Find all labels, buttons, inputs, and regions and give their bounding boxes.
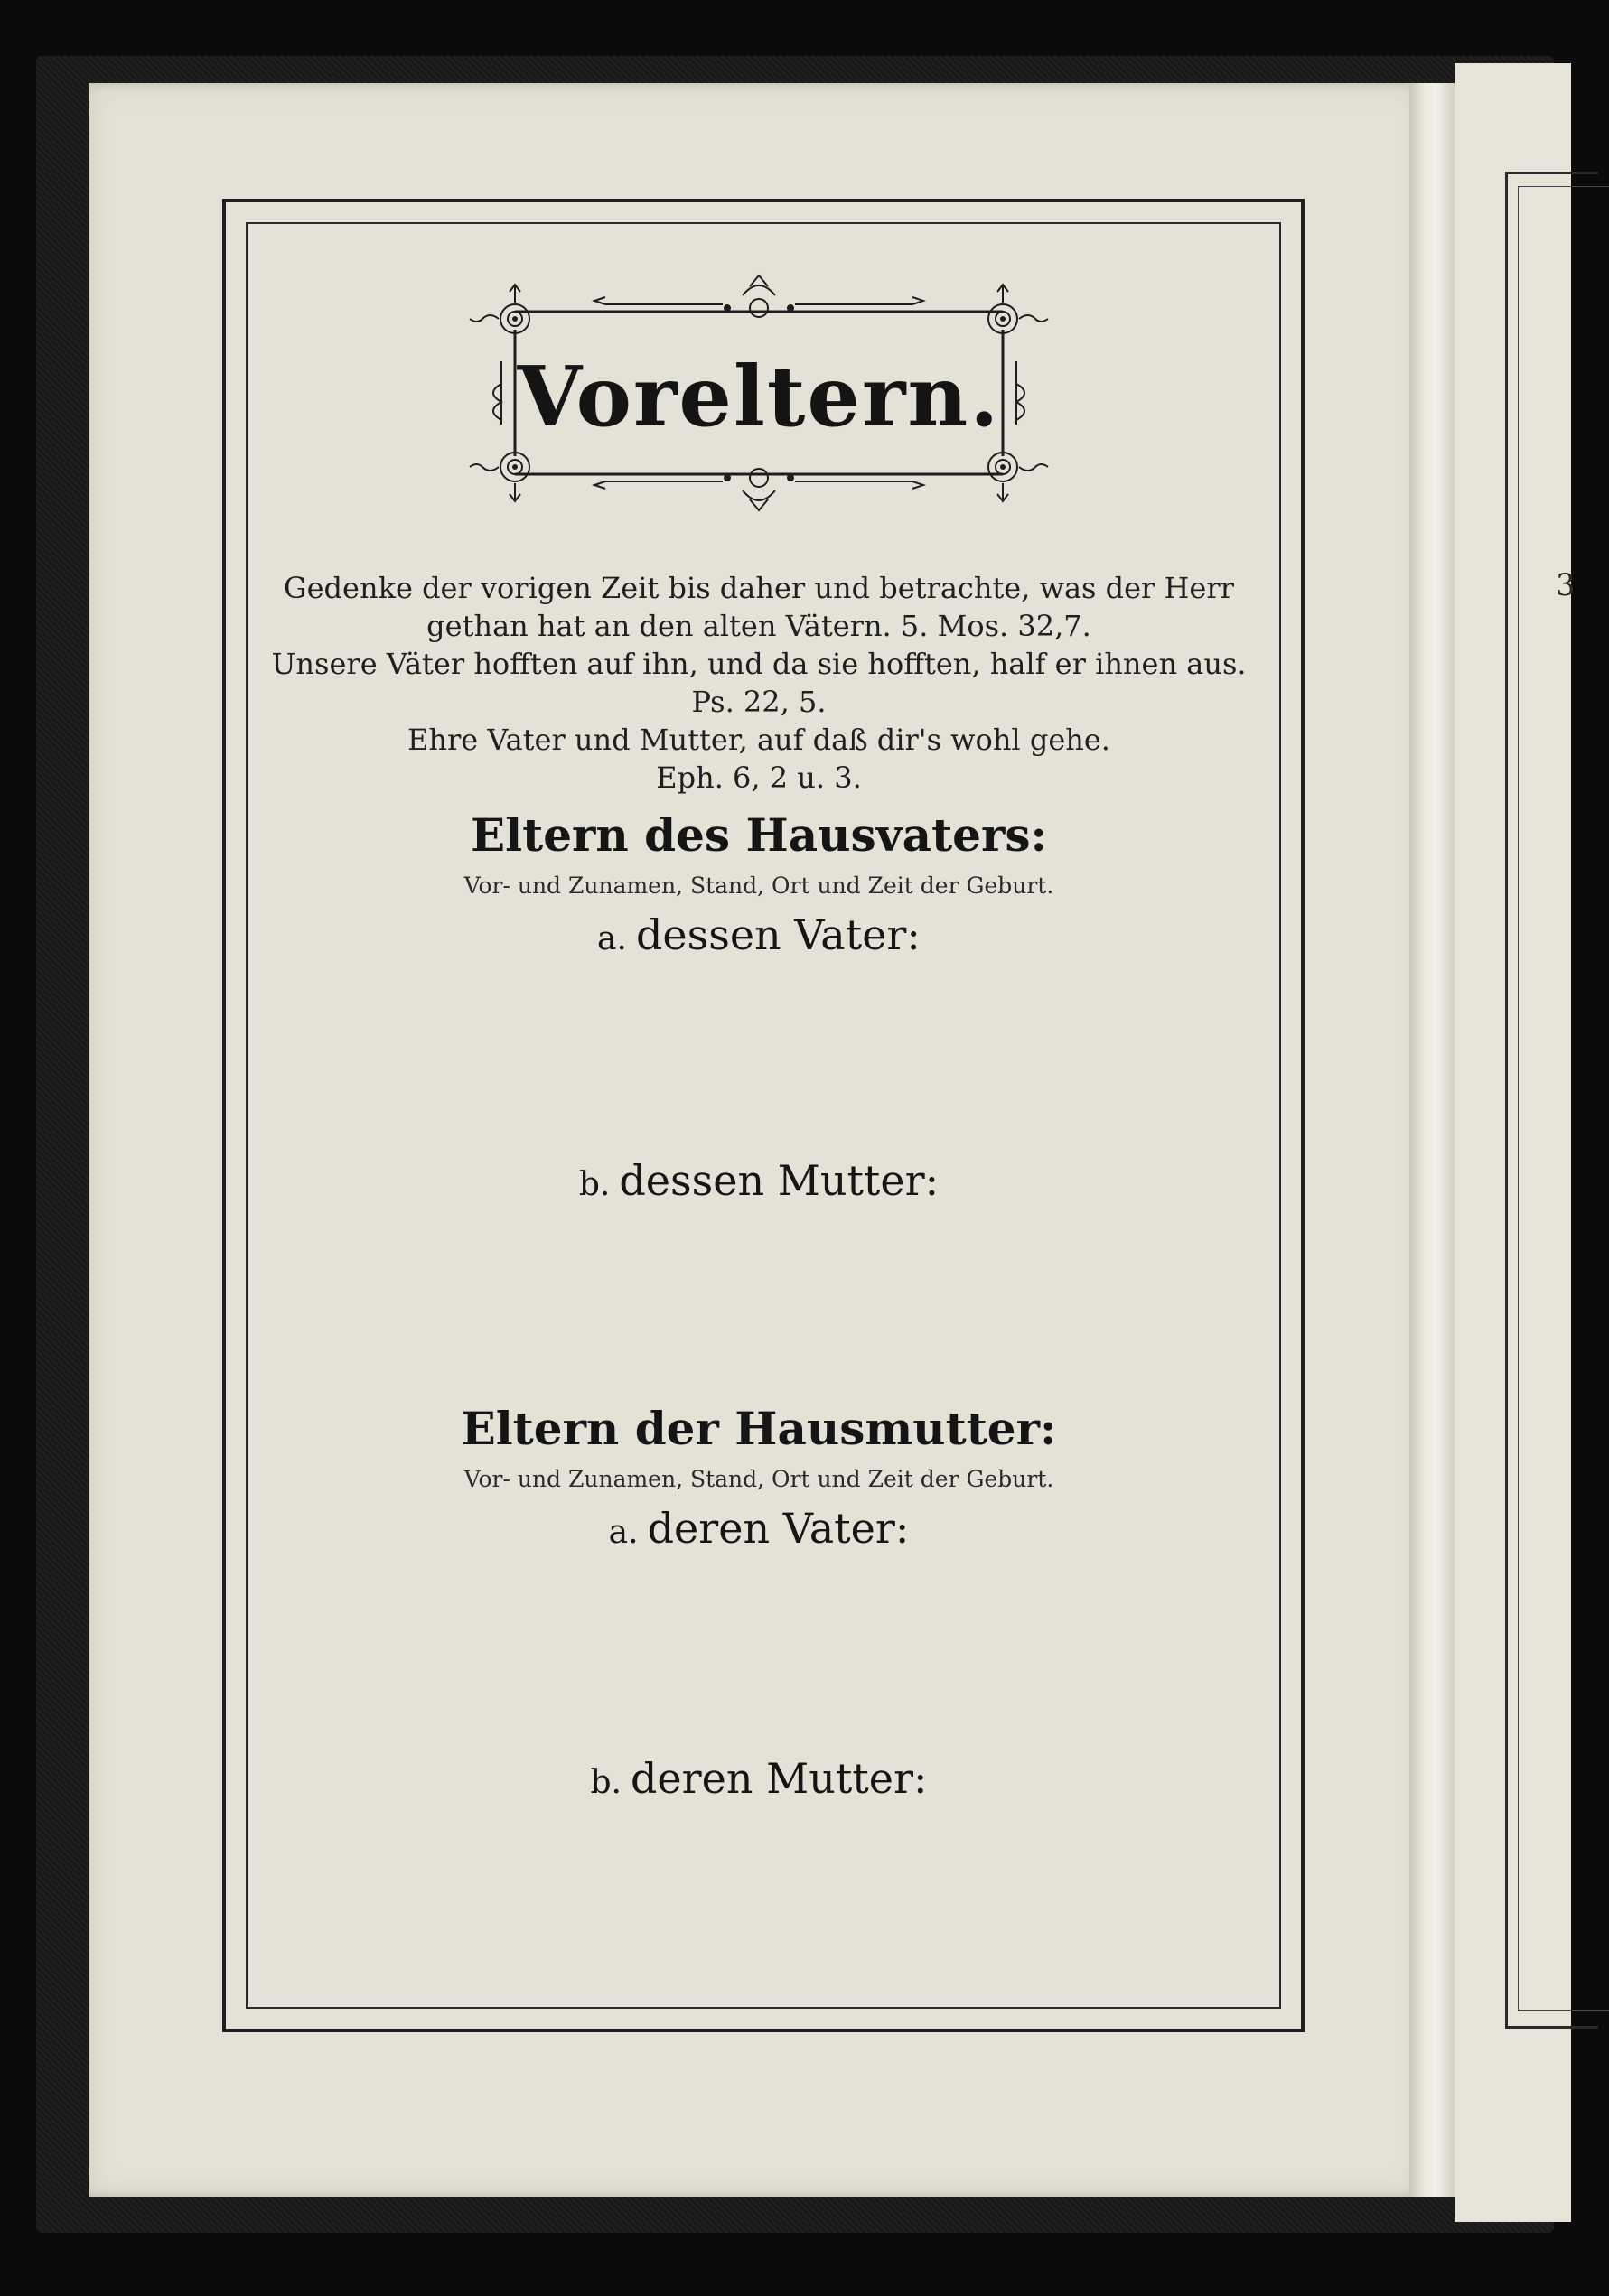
father-mother-entry: [271, 1156, 1247, 1205]
entry-label: b.: [578, 1166, 611, 1203]
father-parents-heading: Eltern des Hausvaters:: [471, 808, 1047, 862]
father-parents-subheading: Vor- und Zunamen, Stand, Ort und Zeit der Geburt.: [463, 873, 1054, 899]
father-father-entry: [271, 910, 1247, 959]
mother-parents-heading: Eltern der Hausmutter:: [461, 1402, 1057, 1455]
page-gutter: [1409, 83, 1455, 2197]
scripture-verses: [271, 569, 1247, 797]
mother-father-write-area[interactable]: [271, 1567, 1247, 1752]
right-page-frame-inner: [1518, 186, 1609, 2011]
verse-line: Eph. 6, 2 u. 3.: [656, 761, 862, 795]
entry-label: b.: [590, 1764, 622, 1801]
entry-label: a.: [608, 1514, 639, 1551]
entry-text: deren Vater:: [647, 1504, 910, 1553]
verse-line: Gedenke der vorigen Zeit bis daher und betrachte, was der Herr: [284, 571, 1234, 605]
verse-line: Unsere Väter hofften auf ihn, und da sie hofften, half er ihnen aus.: [271, 647, 1247, 681]
right-page-fragment: 3: [1556, 567, 1576, 603]
page-title: Voreltern.: [517, 348, 1001, 445]
entry-text: deren Mutter:: [630, 1754, 928, 1803]
entry-text: dessen Vater:: [635, 910, 921, 959]
mother-mother-write-area[interactable]: [271, 1817, 1247, 1998]
entry-label: a.: [597, 920, 627, 957]
mother-parents-subheading: Vor- und Zunamen, Stand, Ort und Zeit der Geburt.: [463, 1466, 1054, 1492]
father-mother-write-area[interactable]: [271, 1219, 1247, 1400]
mother-father-entry: [271, 1504, 1247, 1553]
verse-line: gethan hat an den alten Vätern. 5. Mos. 32,7.: [426, 609, 1091, 643]
mother-mother-entry: [271, 1754, 1247, 1803]
entry-text: dessen Mutter:: [619, 1156, 940, 1205]
verse-line: Ps. 22, 5.: [691, 685, 827, 719]
verse-line: Ehre Vater und Mutter, auf daß dir's wohl gehe.: [407, 723, 1110, 757]
father-father-write-area[interactable]: [271, 971, 1247, 1165]
